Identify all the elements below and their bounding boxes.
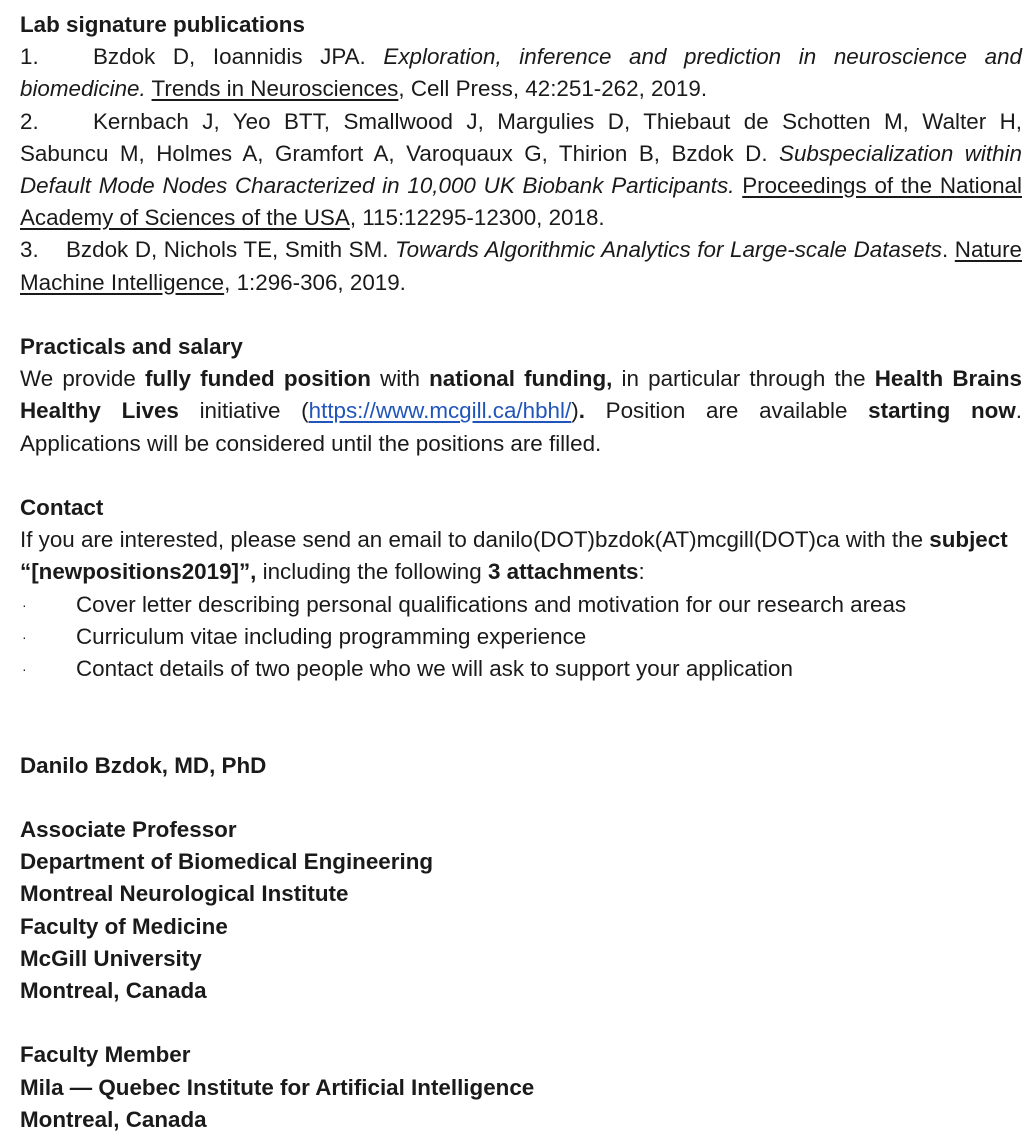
- practicals-paragraph: We provide fully funded position with national funding, in particular through the Health Brains Healthy Lives initiative (https://www.mcgill.ca/hbhl/). Position are available starting now. Applications will be considered until the positions are filled.: [20, 366, 1023, 456]
- publication-authors: Bzdok D, Nichols TE, Smith SM.: [66, 237, 396, 263]
- publications-heading: Lab signature publications: [20, 12, 305, 37]
- publication-authors: Bzdok D, Ioannidis JPA.: [93, 44, 384, 70]
- publication-authors: Kernbach J, Yeo BTT, Smallwood J, Margulies D, Thiebaut de Schotten M, Walter H, Sabuncu M, Holmes A, Gramfort A, Varoquaux G, Thirion B, Bzdok D.: [20, 108, 1022, 166]
- list-item: · Curriculum vitae including programming experience: [20, 621, 1022, 653]
- publication-journal: Nature Machine Intelligence: [20, 237, 1022, 295]
- publication-title: Towards Algorithmic Analytics for Large-scale Datasets: [395, 237, 942, 263]
- publication-title-end: .: [941, 237, 949, 263]
- list-item: · Contact details of two people who we will ask to support your application: [20, 653, 1022, 685]
- publication-item-2: [20, 106, 1022, 235]
- list-item: · Cover letter describing personal qualifications and motivation for our research areas: [20, 589, 1022, 621]
- practicals-heading: Practicals and salary: [20, 334, 243, 360]
- signature-name: Danilo Bzdok, MD, PhD: [20, 752, 267, 778]
- bullet-icon: ·: [22, 628, 27, 645]
- publication-title: Exploration, inference and prediction in neuroscience and biomedicine.: [20, 44, 1022, 102]
- publication-journal: Trends in Neurosciences: [151, 76, 399, 102]
- publication-item-3: [20, 234, 1022, 298]
- signature-affiliation-2: Faculty Member Mila — Quebec Institute for Artificial Intelligence Montreal, Canada: [20, 1042, 535, 1132]
- publication-title: Subspecialization within Default Mode Nodes Characterized in 10,000 UK Biobank Participants.: [20, 140, 1022, 199]
- publication-journal: Proceedings of the National Academy of Sciences of the USA: [20, 173, 1022, 231]
- contact-paragraph: If you are interested, please send an email to danilo(DOT)bzdok(AT)mcgill(DOT)ca with the subject “[newpositions2019]”, including the following 3 attachments:: [20, 527, 1008, 585]
- publication-number: 3.: [20, 237, 39, 263]
- bullet-icon: ·: [22, 661, 27, 678]
- publication-number: 1.: [20, 44, 39, 70]
- signature-affiliation-1: Associate Professor Department of Biomedical Engineering Montreal Neurological Institute Faculty of Medicine McGill University Montreal, Canada: [20, 817, 434, 1004]
- publication-details: , Cell Press, 42:251-262, 2019.: [398, 76, 708, 102]
- publication-number: 2.: [20, 108, 39, 134]
- bullet-icon: ·: [22, 596, 27, 613]
- hbhl-link[interactable]: https://www.mcgill.ca/hbhl/: [308, 398, 572, 424]
- publication-details: , 1:296-306, 2019.: [224, 269, 406, 295]
- contact-heading: Contact: [20, 495, 104, 521]
- publication-details: , 115:12295-12300, 2018.: [349, 205, 605, 231]
- publication-item-1: [20, 41, 1022, 105]
- attachments-list: [20, 589, 1022, 686]
